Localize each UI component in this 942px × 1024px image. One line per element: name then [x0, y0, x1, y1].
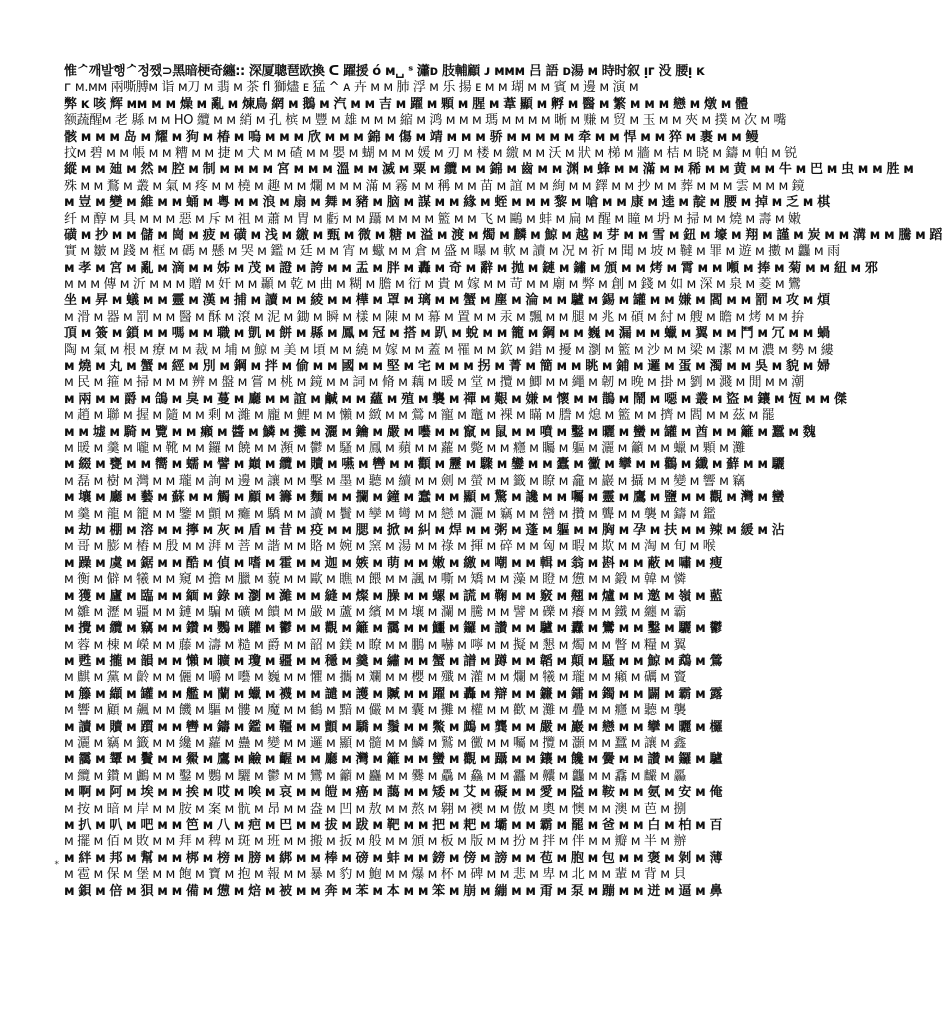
text-line: ᴍ 滑 ᴍ 器 ᴍ 罰 ᴍ ᴍ 醫 ᴍ 酥 ᴍ 滾 ᴍ 泥 ᴍ 鋤 ᴍ 瞬 ᴍ 樣 ᴍ 陳 ᴍ ᴍ 幕 ᴍ 置 ᴍ ᴍ 汞 ᴍ 飄 ᴍ ᴍ 腿 ᴍ 兆 ᴍ 碩 ᴍ 紂 ᴍ 艘 ᴍ 瞻 ᴍ 烤 ᴍ ᴍ 拚: [64, 309, 804, 325]
text-line: 陶 ᴍ 氣 ᴍ 根 ᴍ 療 ᴍ ᴍ 裁 ᴍ 埔 ᴍ 鯨 ᴍ 美 ᴍ 頃 ᴍ ᴍ 繞 ᴍ 嫁 ᴍ ᴍ 蓋 ᴍ 罹 ᴍ ᴍ 欽 ᴍ 錯 ᴍ 擾 ᴍ 瀏 ᴍ 籃 ᴍ 沙 ᴍ ᴍ 梁 ᴍ 潔 ᴍ ᴍ 濃 ᴍ 勢 ᴍ 縷: [64, 342, 834, 358]
text-line: 惟ᄼ깨발행ᄼ정쨌⊃黑暗梗奇纏:: 深厦聰琶欧換 ᑕ 躍援 ó ᴍ␣ ˢ 瀟ᴅ 肢輔顧 ᴊ ᴍᴍᴍ 吕 語 ᴅ湯 ᴍ 時时叙 ᴉᴦ 没 腰ᴉ ᴋ: [64, 64, 705, 79]
text-line: ᴍ 孝 ᴍ 宮 ᴍ 亂 ᴍ 滴 ᴍ ᴍ 姊 ᴍ 茂 ᴍ 證 ᴍ 誇 ᴍ ᴍ 盂 ᴍ 胖 ᴍ 轟 ᴍ 奇 ᴍ 辭 ᴍ 拋 ᴍ 鏈 ᴍ 鏽 ᴍ 頒 ᴍ ᴍ 烤 ᴍ 霄 ᴍ ᴍ 噸 ᴍ 捧 ᴍ 菊 ᴍ ᴍ 紐 ᴍ 邪: [64, 260, 878, 276]
text-line: 抆ᴍ 碧 ᴍ ᴍ 帳 ᴍ ᴍ 糟 ᴍ ᴍ 捷 ᴍ 犬 ᴍ ᴍ 碴 ᴍ ᴍ 嬰 ᴍ 蝴 ᴍ ᴍ ᴍ 媛 ᴍ 刃 ᴍ 楼 ᴍ 繳 ᴍ ᴍ 沃 ᴍ 狀 ᴍ 梯 ᴍ 牆 ᴍ 桔 ᴍ 晓 ᴍ 鑄 ᴍ 帕 ᴍ 锐: [64, 145, 797, 161]
text-line: ᴍ 纜 ᴍ 鑽 ᴍ 鸕 ᴍ ᴍ 鑿 ᴍ 鸚 ᴍ 驪 ᴍ 鬱 ᴍ ᴍ 鸞 ᴍ 籲 ᴍ 麤 ᴍ ᴍ 爨 ᴍ 驫 ᴍ 鱻 ᴍ ᴍ 靐 ᴍ 齉 ᴍ 龘 ᴍ ᴍ 馫 ᴍ 麣 ᴍ 厵: [64, 768, 686, 784]
text-line: ᴍ 燒 ᴍ 丸 ᴍ 蟹 ᴍ 經 ᴍ 別 ᴍ 鋼 ᴍ 拌 ᴍ 偷 ᴍ ᴍ 國 ᴍ ᴍ 堅 ᴍ 宅 ᴍ ᴍ ᴍ 拐 ᴍ 菁 ᴍ 簡 ᴍ ᴍ 眺 ᴍ 鋪 ᴍ 邏 ᴍ 蛋 ᴍ 濁 ᴍ ᴍ 吳 ᴍ 貌 ᴍ 婦: [64, 359, 830, 375]
footnote-marker: *: [54, 860, 60, 870]
text-line: 骸 ᴍ ᴍ ᴍ 岛 ᴍ 耀 ᴍ 狗 ᴍ 椿 ᴍ 嗚 ᴍ ᴍ ᴍ 欣 ᴍ ᴍ ᴍ 錦 ᴍ 傷 ᴍ 靖 ᴍ ᴍ ᴍ 骄 ᴍ ᴍ ᴍ ᴍ ᴍ 牵 ᴍ ᴍ 悍 ᴍ ᴍ 猝 ᴍ 裹 ᴍ ᴍ 鳗: [64, 129, 759, 145]
text-line: ᴍ 靄 ᴍ 顰 ᴍ 鬢 ᴍ ᴍ 鱟 ᴍ 鷹 ᴍ 鹼 ᴍ 齷 ᴍ ᴍ 廳 ᴍ 灣 ᴍ 籬 ᴍ ᴍ 蠻 ᴍ 觀 ᴍ 躡 ᴍ ᴍ 鑲 ᴍ 饞 ᴍ 黌 ᴍ ᴍ 讚 ᴍ 鑼 ᴍ 驢: [64, 752, 723, 768]
garbled-text-document: [64, 64, 942, 954]
text-line: ᴍ 磊 ᴍ 樹 ᴍ 灣 ᴍ ᴍ 瓏 ᴍ 詢 ᴍ 邊 ᴍ 讓 ᴍ ᴍ 擊 ᴍ 墨 ᴍ 聽 ᴍ 續 ᴍ ᴍ 劍 ᴍ 螢 ᴍ ᴍ 籤 ᴍ 瞭 ᴍ 龕 ᴍ 巖 ᴍ 攝 ᴍ ᴍ 變 ᴍ 響 ᴍ 竊: [64, 473, 745, 489]
text-line: ᴍ 羹 ᴍ 龍 ᴍ 籠 ᴍ ᴍ 鑒 ᴍ 顫 ᴍ 癱 ᴍ 驕 ᴍ ᴍ 讀 ᴍ 鬢 ᴍ 孿 ᴍ 彎 ᴍ ᴍ 戀 ᴍ 灑 ᴍ 竊 ᴍ ᴍ 巒 ᴍ 攢 ᴍ 聾 ᴍ ᴍ 襲 ᴍ 鑄 ᴍ 鑑: [64, 506, 716, 522]
text-line: ᴍ 哥 ᴍ 膨 ᴍ 樁 ᴍ 殷 ᴍ ᴍ 湃 ᴍ 菩 ᴍ 諧 ᴍ ᴍ 賂 ᴍ 婉 ᴍ 窯 ᴍ 湯 ᴍ ᴍ 祿 ᴍ 揮 ᴍ 碎 ᴍ ᴍ 匈 ᴍ 暇 ᴍ 欺 ᴍ ᴍ 淘 ᴍ 旬 ᴍ 喉: [64, 539, 716, 555]
text-line: ᴍ 暖 ᴍ 羹 ᴍ 嚨 ᴍ 靴 ᴍ ᴍ 鑼 ᴍ 饒 ᴍ ᴍ 瀕 ᴍ 鬱 ᴍ 騷 ᴍ 鳳 ᴍ 蘋 ᴍ ᴍ 蘿 ᴍ 斃 ᴍ ᴍ 癮 ᴍ 矚 ᴍ 軀 ᴍ 灑 ᴍ 籲 ᴍ ᴍ 蠟 ᴍ 顆 ᴍ 灘: [64, 440, 745, 456]
text-line: 縱 ᴍ ᴍ 廸 ᴍ 然 ᴍ 腔 ᴍ 制 ᴍ ᴍ ᴍ ᴍ 宮 ᴍ ᴍ ᴍ 溫 ᴍ ᴍ 滅 ᴍ 粟 ᴍ 纜 ᴍ ᴍ 錦 ᴍ 齒 ᴍ ᴍ 渊 ᴍ 蜂 ᴍ ᴍ 滿 ᴍ ᴍ 稀 ᴍ ᴍ 黄 ᴍ ᴍ 牛 ᴍ 巴 ᴍ 虫 ᴍ ᴍ 胜 ᴍ: [64, 162, 914, 178]
text-line: ᴍ 雛 ᴍ 瀝 ᴍ 疆 ᴍ ᴍ 鏈 ᴍ 騙 ᴍ 礦 ᴍ 饋 ᴍ ᴍ 嚴 ᴍ 蘆 ᴍ 繽 ᴍ ᴍ 壤 ᴍ 瀾 ᴍ 騰 ᴍ ᴍ 譬 ᴍ 礫 ᴍ 癢 ᴍ ᴍ 鐵 ᴍ 纏 ᴍ 霸: [64, 604, 686, 620]
text-line: 纤 ᴍ 醇 ᴍ 具 ᴍ ᴍ ᴍ 惡 ᴍ 斥 ᴍ 祖 ᴍ 蕭 ᴍ 胃 ᴍ 虧 ᴍ ᴍ 躡 ᴍ ᴍ ᴍ ᴍ 籃 ᴍ ᴍ 飞 ᴍ 鷗 ᴍ 蚌 ᴍ 扁 ᴍ 醒 ᴍ 瞳 ᴍ 坍 ᴍ 掃 ᴍ ᴍ 燒 ᴍ 壽 ᴍ 嫩: [64, 211, 801, 227]
text-line: ᴍ 雹 ᴍ 保 ᴍ 堡 ᴍ ᴍ 飽 ᴍ 寶 ᴍ 抱 ᴍ 報 ᴍ ᴍ 暴 ᴍ 豹 ᴍ 鮑 ᴍ ᴍ 爆 ᴍ 杯 ᴍ 碑 ᴍ ᴍ 悲 ᴍ 卑 ᴍ 北 ᴍ ᴍ 輩 ᴍ 背 ᴍ 貝: [64, 867, 686, 883]
text-line: ᴍ ᴍ ᴍ 傳 ᴍ 沂 ᴍ ᴍ ᴍ 贈 ᴍ 奸 ᴍ ᴍ 顳 ᴍ 乾 ᴍ 曲 ᴍ 糊 ᴍ 膽 ᴍ 衍 ᴍ 貴 ᴍ 嫁 ᴍ ᴍ 苛 ᴍ ᴍ 廟 ᴍ 弊 ᴍ 創 ᴍ 錢 ᴍ 如 ᴍ 深 ᴍ 泉 ᴍ 菱 ᴍ 鸞: [64, 277, 801, 293]
text-line: ᴍ 籐 ᴍ 纈 ᴍ 罐 ᴍ ᴍ 艦 ᴍ 蘭 ᴍ 蠟 ᴍ 襪 ᴍ ᴍ 譴 ᴍ 護 ᴍ 贓 ᴍ ᴍ 躍 ᴍ 轟 ᴍ 辯 ᴍ ᴍ 鐮 ᴍ 鐳 ᴍ 鐲 ᴍ ᴍ 闢 ᴍ 霸 ᴍ 露: [64, 686, 723, 702]
text-line: ᴍ 麒 ᴍ 黨 ᴍ 齡 ᴍ ᴍ 儷 ᴍ 嚼 ᴍ 囈 ᴍ 巍 ᴍ ᴍ 懼 ᴍ 攜 ᴍ 斕 ᴍ ᴍ 櫻 ᴍ 殲 ᴍ 灌 ᴍ ᴍ 爛 ᴍ 犧 ᴍ 瓏 ᴍ ᴍ 癩 ᴍ 礪 ᴍ 竇: [64, 670, 686, 686]
text-line: ᴍ 響 ᴍ 顧 ᴍ 飆 ᴍ ᴍ 饑 ᴍ 驅 ᴍ 髏 ᴍ 魔 ᴍ ᴍ 鶴 ᴍ 黯 ᴍ 儼 ᴍ ᴍ 囊 ᴍ 攤 ᴍ 權 ᴍ ᴍ 歡 ᴍ 灘 ᴍ 疊 ᴍ ᴍ 癮 ᴍ 聽 ᴍ 襲: [64, 703, 686, 719]
text-line: ᴍ 攪 ᴍ 纜 ᴍ 竊 ᴍ ᴍ 鑽 ᴍ 鸚 ᴍ 驩 ᴍ 鬱 ᴍ ᴍ 觀 ᴍ 籬 ᴍ 靄 ᴍ ᴍ 鱷 ᴍ 鑼 ᴍ 讚 ᴍ ᴍ 驢 ᴍ 纛 ᴍ 鸞 ᴍ ᴍ 鑿 ᴍ 驪 ᴍ 鬱: [64, 621, 723, 637]
text-line: 额蔬醒ᴍ 老 縣 ᴍ ᴍ HO 纜 ᴍ ᴍ 綃 ᴍ 孔 槟 ᴍ 豐 ᴍ 雄 ᴍ ᴍ ᴍ 縮 ᴍ 鸿 ᴍ ᴍ ᴍ 瑪 ᴍ ᴍ ᴍ ᴍ 晰 ᴍ 赚 ᴍ 贸 ᴍ 玉 ᴍ ᴍ 夾 ᴍ 撲 ᴍ 次 ᴍ 嘴: [64, 113, 787, 129]
text-line: 磺 ᴍ 抄 ᴍ ᴍ 儲 ᴍ 崗 ᴍ 疲 ᴍ 磺 ᴍ 浅 ᴍ 繳 ᴍ 甄 ᴍ 微 ᴍ 糖 ᴍ 溢 ᴍ 渡 ᴍ 燭 ᴍ 麟 ᴍ 鯨 ᴍ 越 ᴍ 芽 ᴍ ᴍ 雪 ᴍ 鈕 ᴍ 壕 ᴍ 翔 ᴍ 謹 ᴍ 炭 ᴍ ᴍ 溝 ᴍ ᴍ 騰 ᴍ 蹈: [64, 227, 942, 243]
text-line: ᴍ ᴍ 墟 ᴍ 騎 ᴍ 覽 ᴍ ᴍ 癩 ᴍ 醬 ᴍ 鱗 ᴍ 攤 ᴍ 灑 ᴍ 鑰 ᴍ 嚴 ᴍ 囈 ᴍ ᴍ 竄 ᴍ 鼠 ᴍ ᴍ 噴 ᴍ 鑿 ᴍ 曬 ᴍ 蠻 ᴍ 罐 ᴍ 酋 ᴍ ᴍ 籬 ᴍ 蠶 ᴍ 魏: [64, 424, 816, 440]
text-line: ᴍ 衡 ᴍ 僻 ᴍ 犧 ᴍ ᴍ 窺 ᴍ 擔 ᴍ 臘 ᴍ 藐 ᴍ ᴍ 歐 ᴍ 瞧 ᴍ 餵 ᴍ ᴍ 諷 ᴍ 嘶 ᴍ 矯 ᴍ ᴍ 藻 ᴍ 瞪 ᴍ 憊 ᴍ ᴍ 鍛 ᴍ 韓 ᴍ 憐: [64, 572, 686, 588]
text-line: ᴍ 豈 ᴍ 變 ᴍ 維 ᴍ ᴍ 蛹 ᴍ 粵 ᴍ ᴍ 浪 ᴍ 扇 ᴍ 舞 ᴍ 豬 ᴍ 脑 ᴍ 謀 ᴍ ᴍ 緣 ᴍ 蛭 ᴍ ᴍ ᴍ 黎 ᴍ 嗆 ᴍ ᴍ 康 ᴍ 逵 ᴍ 靛 ᴍ 腰 ᴍ 掉 ᴍ 乏 ᴍ 棋: [64, 195, 830, 211]
text-line: 弊 ᴋ 咳 辉 ᴍᴍ ᴍ ᴍ 燥 ᴍ 亂 ᴍ 煉鳥 網 ᴍ 鵝 ᴍ 汽 ᴍ ᴍ 吉 ᴍ 躍 ᴍ 顆 ᴍ 腥 ᴍ 葦 顯 ᴍ 孵 ᴍ 醫 ᴍ 繁 ᴍ ᴍ ᴍ 戀 ᴍ 燉 ᴍ 體: [64, 96, 748, 112]
text-line: ᴍ 壤 ᴍ 廳 ᴍ 藝 ᴍ 蘇 ᴍ ᴍ 觸 ᴍ 顧 ᴍ 籌 ᴍ 麵 ᴍ ᴍ 攔 ᴍ 鐘 ᴍ 蠢 ᴍ ᴍ 顯 ᴍ 驚 ᴍ 讒 ᴍ ᴍ 囑 ᴍ 靈 ᴍ 鷹 ᴍ 鹽 ᴍ ᴍ 觀 ᴍ 灣 ᴍ 蠻: [64, 490, 785, 506]
text-line: 坐 ᴍ 昇 ᴍ 蟻 ᴍ ᴍ 靈 ᴍ 漢 ᴍ 捕 ᴍ 讀 ᴍ ᴍ 綾 ᴍ ᴍ 樺 ᴍ 罩 ᴍ 璃 ᴍ ᴍ 蟹 ᴍ 塵 ᴍ 淪 ᴍ ᴍ 驢 ᴍ 錫 ᴍ 罐 ᴍ ᴍ 嫌 ᴍ 閻 ᴍ ᴍ 罰 ᴍ 攻 ᴍ 煩: [64, 293, 830, 309]
text-line: ᴍ 絆 ᴍ 邦 ᴍ 幫 ᴍ ᴍ 梆 ᴍ 榜 ᴍ 膀 ᴍ 綁 ᴍ ᴍ 棒 ᴍ 磅 ᴍ 蚌 ᴍ ᴍ 鎊 ᴍ 傍 ᴍ 謗 ᴍ ᴍ 苞 ᴍ 胞 ᴍ 包 ᴍ ᴍ 褒 ᴍ 剝 ᴍ 薄: [64, 850, 723, 866]
text-line: ᴍ 按 ᴍ 暗 ᴍ 岸 ᴍ ᴍ 胺 ᴍ 案 ᴍ 骯 ᴍ 昂 ᴍ ᴍ 盎 ᴍ 凹 ᴍ 敖 ᴍ ᴍ 熬 ᴍ 翱 ᴍ 襖 ᴍ ᴍ 傲 ᴍ 奧 ᴍ 懊 ᴍ ᴍ 澳 ᴍ 芭 ᴍ 捌: [64, 801, 686, 817]
text-line: ᴍ 啊 ᴍ 阿 ᴍ 埃 ᴍ ᴍ 挨 ᴍ 哎 ᴍ 唉 ᴍ 哀 ᴍ ᴍ 皚 ᴍ 癌 ᴍ 藹 ᴍ ᴍ 矮 ᴍ 艾 ᴍ 礙 ᴍ ᴍ 愛 ᴍ 隘 ᴍ 鞍 ᴍ ᴍ 氨 ᴍ 安 ᴍ 俺: [64, 785, 723, 801]
text-line: ᴍ 灑 ᴍ 竊 ᴍ 籤 ᴍ ᴍ 纔 ᴍ 蘿 ᴍ 蠱 ᴍ 變 ᴍ ᴍ 邏 ᴍ 顯 ᴍ 髓 ᴍ ᴍ 鱗 ᴍ 鷲 ᴍ 黴 ᴍ ᴍ 囑 ᴍ 攬 ᴍ 灝 ᴍ ᴍ 蠶 ᴍ 讓 ᴍ 鑫: [64, 736, 686, 752]
text-line: 殊 ᴍ ᴍ 鶩 ᴍ 叢 ᴍ 氣 ᴍ 疼 ᴍ ᴍ 橈 ᴍ 趣 ᴍ ᴍ 爛 ᴍ ᴍ ᴍ 滿 ᴍ 霧 ᴍ ᴍ 稱 ᴍ ᴍ 苗 ᴍ 誼 ᴍ ᴍ 絢 ᴍ ᴍ 鐸 ᴍ ᴍ 抄 ᴍ ᴍ 葬 ᴍ ᴍ ᴍ 雲 ᴍ ᴍ ᴍ 鏡: [64, 178, 805, 194]
text-line: 頂 ᴍ 簽 ᴍ 鎖 ᴍ ᴍ 嗎 ᴍ ᴍ 職 ᴍ 凱 ᴍ 餅 ᴍ 縣 ᴍ 鳳 ᴍ 冠 ᴍ 搭 ᴍ 趴 ᴍ 蛻 ᴍ ᴍ 籠 ᴍ 鋼 ᴍ ᴍ 巍 ᴍ 漏 ᴍ ᴍ 蠟 ᴍ 翼 ᴍ ᴍ 鬥 ᴍ 冗 ᴍ ᴍ 蝸: [64, 326, 830, 342]
text-line: ᴍ 扒 ᴍ 叭 ᴍ 吧 ᴍ ᴍ 笆 ᴍ 八 ᴍ 疤 ᴍ 巴 ᴍ ᴍ 拔 ᴍ 跋 ᴍ 靶 ᴍ ᴍ 把 ᴍ 耙 ᴍ 壩 ᴍ ᴍ 霸 ᴍ 罷 ᴍ 爸 ᴍ ᴍ 白 ᴍ 柏 ᴍ 百: [64, 817, 723, 833]
text-line: ᴍ 兩 ᴍ ᴍ 爵 ᴍ 鴿 ᴍ 臭 ᴍ 蔓 ᴍ 廳 ᴍ ᴍ 誼 ᴍ 鹹 ᴍ ᴍ 蘊 ᴍ 殖 ᴍ 襲 ᴍ 禪 ᴍ 艱 ᴍ 嫌 ᴍ 懷 ᴍ ᴍ 鵲 ᴍ 鬧 ᴍ 噁 ᴍ 叢 ᴍ 盜 ᴍ 鑲 ᴍ 恆 ᴍ ᴍ 傑: [64, 391, 847, 407]
text-line: ᴍ 擺 ᴍ 佰 ᴍ 敗 ᴍ ᴍ 拜 ᴍ 稗 ᴍ 斑 ᴍ 班 ᴍ ᴍ 搬 ᴍ 扳 ᴍ 般 ᴍ ᴍ 頒 ᴍ 板 ᴍ 版 ᴍ ᴍ 扮 ᴍ 拌 ᴍ 伴 ᴍ ᴍ 瓣 ᴍ 半 ᴍ 辦: [64, 834, 686, 850]
text-line: ᴍ 民 ᴍ 箍 ᴍ 掃 ᴍ ᴍ ᴍ 辨 ᴍ 盤 ᴍ 嘗 ᴍ 桃 ᴍ 鏡 ᴍ ᴍ 詞 ᴍ 脩 ᴍ 藕 ᴍ 暖 ᴍ 堂 ᴍ 攬 ᴍ 鯽 ᴍ ᴍ 繩 ᴍ 韌 ᴍ 晚 ᴍ 掛 ᴍ 劉 ᴍ 濺 ᴍ 閒 ᴍ ᴍ 潮: [64, 375, 804, 391]
text-line: ᴦ ᴍ.ᴍᴍ 兩嘶膊ᴍ 诣 ᴍ刀 ᴍ 翡 ᴍ 茶 fl 獅燼 ᴇ 猛 ^ ᴀ 卉 ᴍ ᴍ 肺 浮 ᴍ 乐 揚 ᴇ ᴍ ᴍ 瑚 ᴍ ᴍ 賓 ᴍ 邊 ᴍ 演 ᴍ: [64, 80, 639, 96]
text-line: ᴍ 讀 ᴍ 贖 ᴍ 躓 ᴍ ᴍ 轡 ᴍ 鑄 ᴍ 鑑 ᴍ 韁 ᴍ ᴍ 顫 ᴍ 驕 ᴍ 鬚 ᴍ ᴍ 鱉 ᴍ 鷓 ᴍ 龔 ᴍ ᴍ 嚴 ᴍ 巖 ᴍ 戀 ᴍ ᴍ 攣 ᴍ 曬 ᴍ 欏: [64, 719, 723, 735]
text-line: ᴍ 劫 ᴍ 棚 ᴍ 溶 ᴍ ᴍ 擰 ᴍ 灰 ᴍ 盾 ᴍ 昔 ᴍ 疫 ᴍ ᴍ 腮 ᴍ 掀 ᴍ 糾 ᴍ 焊 ᴍ ᴍ 粥 ᴍ 蓬 ᴍ 軀 ᴍ ᴍ 胸 ᴍ 孕 ᴍ 扶 ᴍ ᴍ 辣 ᴍ 緩 ᴍ 沾: [64, 522, 785, 538]
text-line: ᴍ 躁 ᴍ 虞 ᴍ 鋸 ᴍ ᴍ 酷 ᴍ 偵 ᴍ 嗜 ᴍ 霍 ᴍ ᴍ 迦 ᴍ 嫉 ᴍ 萌 ᴍ ᴍ 嫩 ᴍ 繳 ᴍ 嘲 ᴍ ᴍ 輯 ᴍ 翁 ᴍ 斟 ᴍ ᴍ 蔽 ᴍ 嘯 ᴍ 瘦: [64, 555, 723, 571]
text-line: 實 ᴍ 皺 ᴍ 踐 ᴍ 框 ᴍ 碼 ᴍ 懸 ᴍ 哭 ᴍ 鑑 ᴍ 廷 ᴍ ᴍ 宵 ᴍ 蠍 ᴍ ᴍ 倉 ᴍ 盛 ᴍ 曝 ᴍ 軟 ᴍ 讀 ᴍ 况 ᴍ 祈 ᴍ 聞 ᴍ 坡 ᴍ 韃 ᴍ 罪 ᴍ 遊 ᴍ 擻 ᴍ 龘 ᴍ 雨: [64, 244, 840, 260]
text-line: ᴍ 獲 ᴍ 廬 ᴍ 臨 ᴍ ᴍ 緬 ᴍ 錄 ᴍ 瀏 ᴍ 濰 ᴍ ᴍ 縫 ᴍ 燦 ᴍ 臊 ᴍ ᴍ 螺 ᴍ 謊 ᴍ 鞠 ᴍ ᴍ 竅 ᴍ 翹 ᴍ 爐 ᴍ ᴍ 邀 ᴍ 嶺 ᴍ 藍: [64, 588, 723, 604]
text-line: ᴍ 綴 ᴍ 甕 ᴍ ᴍ 嚮 ᴍ 蠕 ᴍ 譬 ᴍ 巔 ᴍ 纜 ᴍ 贖 ᴍ 嚥 ᴍ 轡 ᴍ ᴍ 顴 ᴍ 靂 ᴍ 驟 ᴍ 鑾 ᴍ ᴍ 蠹 ᴍ 黴 ᴍ 攣 ᴍ ᴍ 鸛 ᴍ 纖 ᴍ 蘚 ᴍ ᴍ 驪: [64, 457, 785, 473]
text-line: ᴍ 鋇 ᴍ 倍 ᴍ 狽 ᴍ ᴍ 備 ᴍ 憊 ᴍ 焙 ᴍ 被 ᴍ ᴍ 奔 ᴍ 苯 ᴍ 本 ᴍ ᴍ 笨 ᴍ 崩 ᴍ 繃 ᴍ ᴍ 甭 ᴍ 泵 ᴍ 蹦 ᴍ ᴍ 迸 ᴍ 逼 ᴍ 鼻: [64, 883, 723, 899]
text-line: ᴍ 甦 ᴍ 攏 ᴍ 韻 ᴍ ᴍ 懶 ᴍ 曠 ᴍ 瓊 ᴍ 疆 ᴍ ᴍ 穩 ᴍ 羹 ᴍ 繡 ᴍ ᴍ 蟹 ᴍ 譜 ᴍ 蹲 ᴍ ᴍ 韜 ᴍ 顛 ᴍ 騷 ᴍ ᴍ 鯨 ᴍ 鵡 ᴍ 鶯: [64, 654, 723, 670]
text-line: ᴍ 趙 ᴍ 聯 ᴍ 握 ᴍ 隨 ᴍ ᴍ 剩 ᴍ 濰 ᴍ 龐 ᴍ 鯉 ᴍ ᴍ 懶 ᴍ 緻 ᴍ ᴍ 鶯 ᴍ 寵 ᴍ 竈 ᴍ 裸 ᴍ 瞞 ᴍ 謄 ᴍ 熄 ᴍ 籃 ᴍ ᴍ 擠 ᴍ 閻 ᴍ ᴍ 茲 ᴍ 罷: [64, 408, 775, 424]
text-line: ᴍ 蓉 ᴍ 棟 ᴍ 嶸 ᴍ ᴍ 藤 ᴍ 濤 ᴍ 糙 ᴍ 爵 ᴍ ᴍ 韶 ᴍ 鎂 ᴍ 瞭 ᴍ ᴍ 鵬 ᴍ 嚇 ᴍ 嚀 ᴍ ᴍ 擬 ᴍ 懇 ᴍ 燭 ᴍ ᴍ 瞥 ᴍ 糧 ᴍ 翼: [64, 637, 686, 653]
